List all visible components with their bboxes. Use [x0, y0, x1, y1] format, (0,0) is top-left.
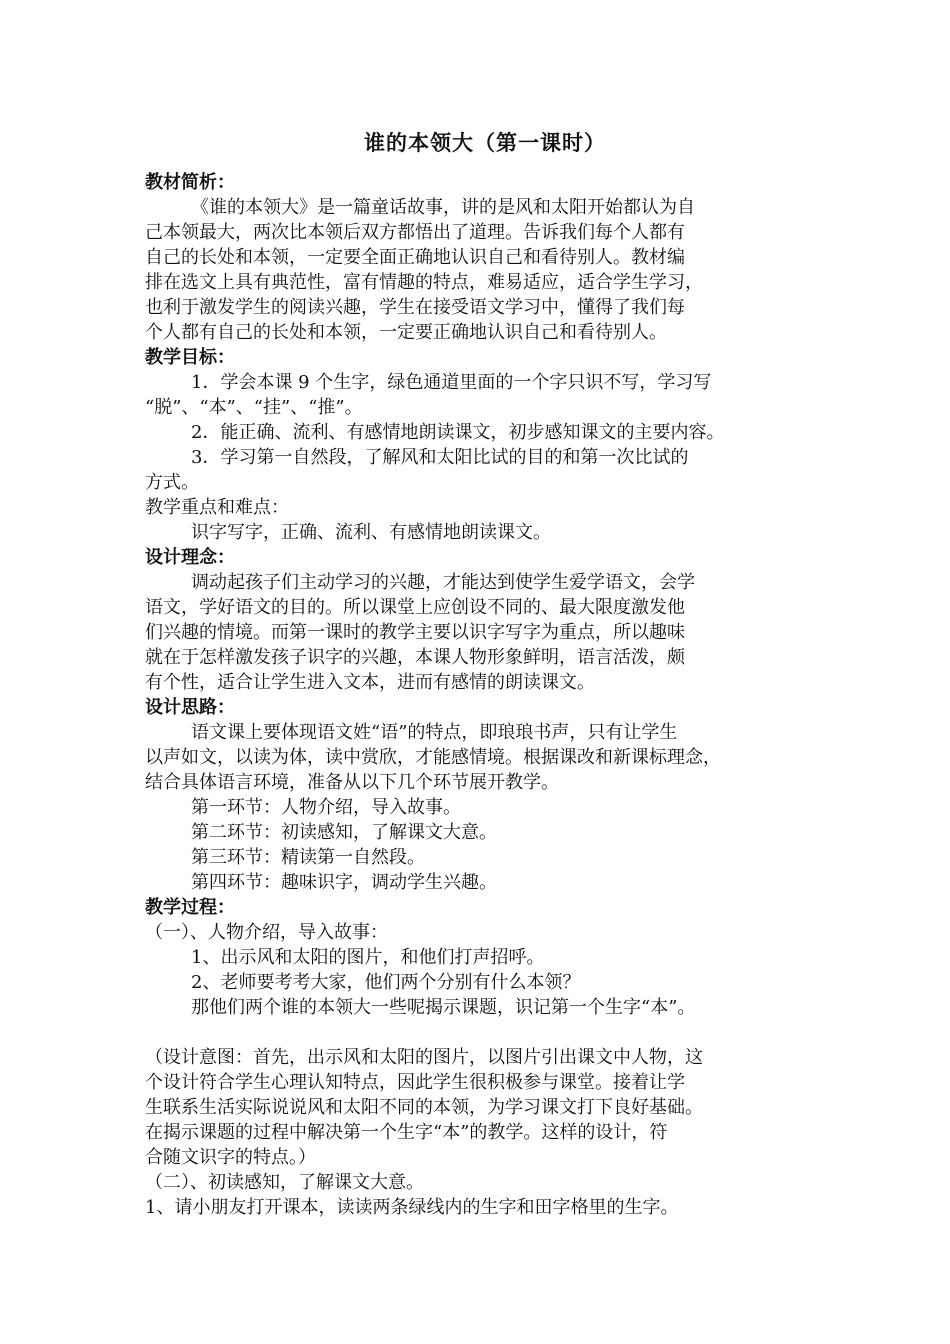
paragraph-line: 识字写字，正确、流利、有感情地朗读课文。	[191, 522, 551, 543]
paragraph-line: 第四环节：趣味识字，调动学生兴趣。	[191, 872, 497, 893]
paragraph-line: 《谁的本领大》是一篇童话故事，讲的是风和太阳开始都认为自	[191, 197, 695, 218]
paragraph-line: 方式。	[145, 472, 199, 493]
paragraph-line: 个设计符合学生心理认知特点，因此学生很积极参与课堂。接着让学	[145, 1072, 685, 1093]
section-heading: 教材简析：	[145, 172, 235, 193]
paragraph-line: 个人都有自己的长处和本领，一定要正确地认识自己和看待别人。	[145, 322, 667, 343]
paragraph-line: 结合具体语言环境，准备从以下几个环节展开教学。	[145, 772, 559, 793]
paragraph-line: 在揭示课题的过程中解决第一个生字“本”的教学。这样的设计，符	[145, 1122, 668, 1143]
section-heading: 设计思路：	[145, 697, 235, 718]
paragraph-line: “脱”、“本”、“挂”、“推”。	[145, 397, 363, 418]
document-body	[145, 170, 825, 1220]
paragraph-line: 己本领最大，两次比本领后双方都悟出了道理。告诉我们每个人都有	[145, 222, 685, 243]
paragraph-line: 语文课上要体现语文姓“语”的特点，即琅琅书声，只有让学生	[191, 722, 678, 743]
paragraph-line: 1、出示风和太阳的图片，和他们打声招呼。	[191, 947, 545, 968]
section-heading: 教学目标：	[145, 347, 235, 368]
section-heading: 教学过程：	[145, 897, 235, 918]
paragraph-line: （设计意图：首先，出示风和太阳的图片，以图片引出课文中人物，这	[145, 1047, 703, 1068]
paragraph-line: 就在于怎样激发孩子识字的兴趣，本课人物形象鲜明，语言活泼，颇	[145, 647, 685, 668]
paragraph-line: 以声如文，以读为体，读中赏欣，才能感情境。根据课改和新课标理念，	[145, 747, 721, 768]
paragraph-line: 1．学会本课 9 个生字，绿色通道里面的一个字只识不写，学习写	[191, 372, 712, 393]
paragraph-line: 有个性，适合让学生进入文本，进而有感情的朗读课文。	[145, 672, 595, 693]
paragraph-line: 自己的长处和本领，一定要全面正确地认识自己和看待别人。教材编	[145, 247, 685, 268]
blank-line	[145, 1020, 825, 1045]
document-page	[145, 128, 825, 1228]
paragraph-line: 第一环节：人物介绍，导入故事。	[191, 797, 461, 818]
document-title: 谁的本领大（第一课时）	[364, 131, 606, 155]
paragraph-line: （二）、初读感知，了解课文大意。	[145, 1172, 424, 1193]
paragraph-line: （一）、人物介绍，导入故事：	[145, 922, 388, 943]
paragraph-line: 第二环节：初读感知，了解课文大意。	[191, 822, 497, 843]
paragraph-line: 2．能正确、流利、有感情地朗读课文，初步感知课文的主要内容。	[191, 422, 725, 443]
paragraph-line: 合随文识字的特点。）	[145, 1147, 316, 1168]
section-heading: 设计理念：	[145, 547, 235, 568]
paragraph-line: 3．学习第一自然段，了解风和太阳比试的目的和第一次比试的	[191, 447, 689, 468]
paragraph-line: 也利于激发学生的阅读兴趣，学生在接受语文学习中，懂得了我们每	[145, 297, 685, 318]
paragraph-line: 调动起孩子们主动学习的兴趣，才能达到使学生爱学语文，会学	[191, 572, 695, 593]
paragraph-line: 教学重点和难点：	[145, 497, 289, 518]
paragraph-line: 1、请小朋友打开课本，读读两条绿线内的生字和田字格里的生字。	[145, 1197, 679, 1218]
paragraph-line: 那他们两个谁的本领大一些呢揭示课题，识记第一个生字“本”。	[191, 997, 696, 1018]
paragraph-line: 语文，学好语文的目的。所以课堂上应创设不同的、最大限度激发他	[145, 597, 685, 618]
paragraph-line: 第三环节：精读第一自然段。	[191, 847, 425, 868]
paragraph-line: 生联系生活实际说说风和太阳不同的本领，为学习课文打下良好基础。	[145, 1097, 703, 1118]
paragraph-line: 2、老师要考考大家，他们两个分别有什么本领？	[191, 972, 581, 993]
paragraph-line: 排在选文上具有典范性，富有情趣的特点，难易适应，适合学生学习，	[145, 272, 703, 293]
paragraph-line: 们兴趣的情境。而第一课时的教学主要以识字写字为重点，所以趣味	[145, 622, 685, 643]
